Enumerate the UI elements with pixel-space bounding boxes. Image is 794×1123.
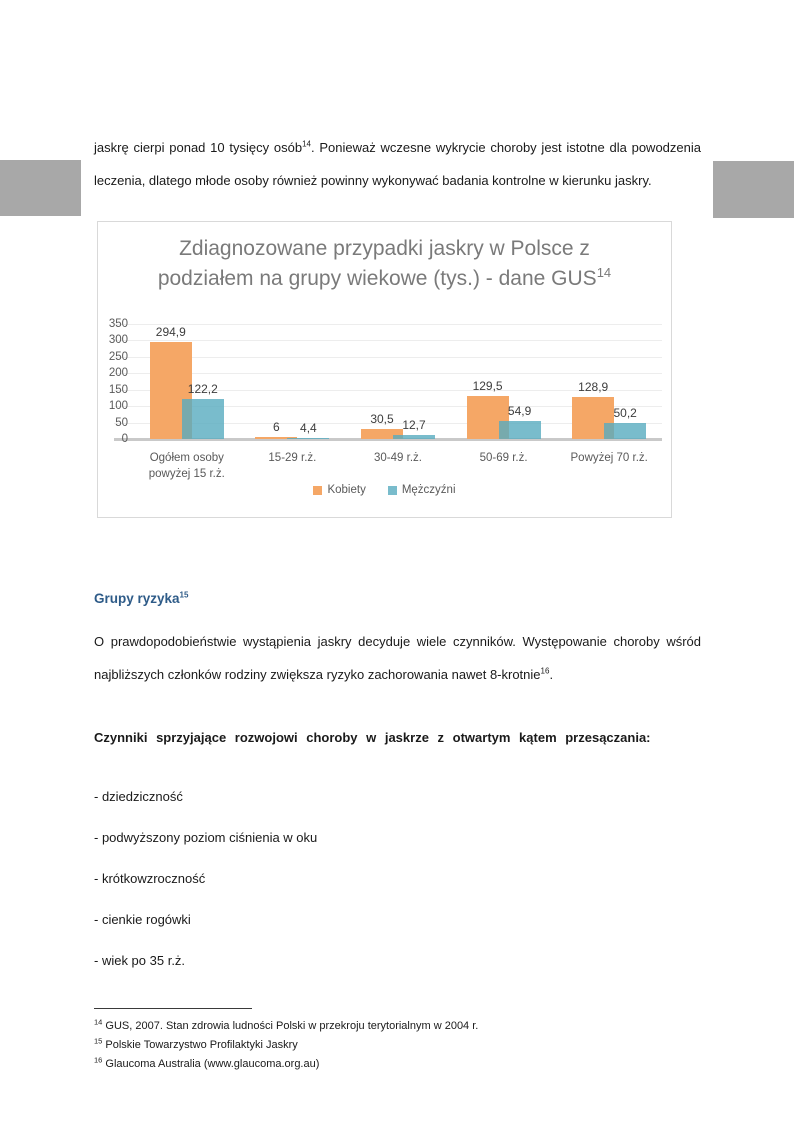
risk-groups-heading-text: Grupy ryzyka xyxy=(94,590,180,606)
glaucoma-bar-chart xyxy=(97,221,672,518)
gridline xyxy=(114,373,662,374)
y-axis-tick-label: 200 xyxy=(108,367,128,380)
bar-value-label: 4,4 xyxy=(300,421,317,435)
bar-value-label: 294,9 xyxy=(155,325,186,339)
footnotes-section xyxy=(94,1008,701,1074)
footnote-ref-16: 16 xyxy=(540,666,550,676)
footnote-number: 16 xyxy=(94,1055,103,1065)
footnote xyxy=(94,1017,701,1036)
bar-value-label: 6 xyxy=(273,420,280,434)
x-axis-category-label: 15-29 r.ż. xyxy=(268,452,317,464)
x-axis-category-label: Powyżej 70 r.ż. xyxy=(570,452,648,464)
y-axis-tick-label: 100 xyxy=(108,400,128,413)
footnote-separator xyxy=(94,1008,252,1009)
footnote-text: GUS, 2007. Stan zdrowia ludności Polski w przekroju terytorialnym w 2004 r. xyxy=(105,1020,479,1032)
footnote-text: Polskie Towarzystwo Profilaktyki Jaskry xyxy=(105,1039,298,1051)
footnote xyxy=(94,1055,701,1074)
risk-factor-item: - cienkie rogówki xyxy=(94,912,191,927)
bar-value-label: 50,2 xyxy=(613,406,637,420)
gridline xyxy=(114,357,662,358)
chart-title-text: Zdiagnozowane przypadki jaskry w Polsce z podziałem na grupy wiekowe (tys.) - dane GUS xyxy=(157,237,597,290)
risk-text-cont: . xyxy=(549,667,554,682)
legend-label: Kobiety xyxy=(327,484,366,496)
x-axis-category-label: Ogółem osoby powyżej 15 r.ż. xyxy=(148,452,225,480)
intro-text: jaskrę cierpi ponad 10 tysięcy osób xyxy=(94,140,303,155)
footnote-text: Glaucoma Australia (www.glaucoma.org.au) xyxy=(105,1058,320,1070)
y-axis-tick-label: 150 xyxy=(108,383,128,396)
chart-legend xyxy=(98,484,671,496)
chart-title-footnote-ref: 14 xyxy=(596,265,612,280)
risk-groups-heading xyxy=(94,589,188,609)
x-axis-category-label: 30-49 r.ż. xyxy=(374,452,422,464)
chart-plot xyxy=(98,222,671,517)
bar-value-label: 54,9 xyxy=(507,404,532,418)
intro-paragraph xyxy=(94,131,701,197)
x-axis-category-label: 50-69 r.ż. xyxy=(479,452,528,464)
bar-value-label: 129,5 xyxy=(472,379,503,393)
risk-factor-item: - podwyższony poziom ciśnienia w oku xyxy=(94,830,318,845)
risk-factor-item: - krótkowzroczność xyxy=(94,871,206,886)
bar-value-label: 128,9 xyxy=(578,380,609,394)
left-margin-decoration xyxy=(0,160,81,216)
y-axis-tick-label: 0 xyxy=(121,433,128,445)
risk-factor-item: - wiek po 35 r.ż. xyxy=(94,953,186,968)
risk-paragraph xyxy=(94,625,701,691)
risk-factors-list xyxy=(94,780,701,985)
bar-mezczyzni xyxy=(499,421,541,439)
footnote-number: 14 xyxy=(94,1017,103,1027)
legend-label: Mężczyźni xyxy=(401,484,456,496)
bar-value-label: 30,5 xyxy=(370,412,394,426)
bar-mezczyzni xyxy=(182,399,224,439)
legend-swatch-icon xyxy=(388,486,397,495)
footnote-ref-14: 14 xyxy=(302,139,311,149)
y-axis-tick-label: 300 xyxy=(108,334,128,347)
footnote xyxy=(94,1036,701,1055)
bar-value-label: 122,2 xyxy=(187,382,218,396)
risk-text: O prawdopodobieństwie wystąpienia jaskry decyduje wiele czynników. Występowanie choroby wśród najbliższych członków rodziny zwiększa ryzyko zachorowania nawet 8-krotnie xyxy=(94,634,701,682)
bar-mezczyzni xyxy=(604,423,646,439)
legend-item xyxy=(313,484,365,496)
bar-value-label: 12,7 xyxy=(402,418,426,432)
footnote-number: 15 xyxy=(94,1036,103,1046)
y-axis-tick-label: 50 xyxy=(115,416,128,429)
y-axis-tick-label: 250 xyxy=(108,350,128,363)
legend-swatch-icon xyxy=(313,486,322,495)
legend-item xyxy=(388,484,456,496)
right-margin-decoration xyxy=(713,161,794,218)
factors-heading: Czynniki sprzyjające rozwojowi choroby w jaskrze z otwartym kątem przesączania: xyxy=(94,730,651,745)
bar-mezczyzni xyxy=(287,438,329,439)
bar-mezczyzni xyxy=(393,435,435,439)
risk-factor-item: - dziedziczność xyxy=(94,789,183,804)
gridline xyxy=(114,340,662,341)
footnote-ref-15: 15 xyxy=(179,590,189,599)
intro-text-cont: . Ponieważ wczesne wykrycie choroby jest istotne dla powodzenia leczenia, dlatego młode osoby również powinny wykonywać badania kontrolne w kierunku jaskry. xyxy=(94,140,701,188)
y-axis-tick-label: 350 xyxy=(108,318,128,330)
